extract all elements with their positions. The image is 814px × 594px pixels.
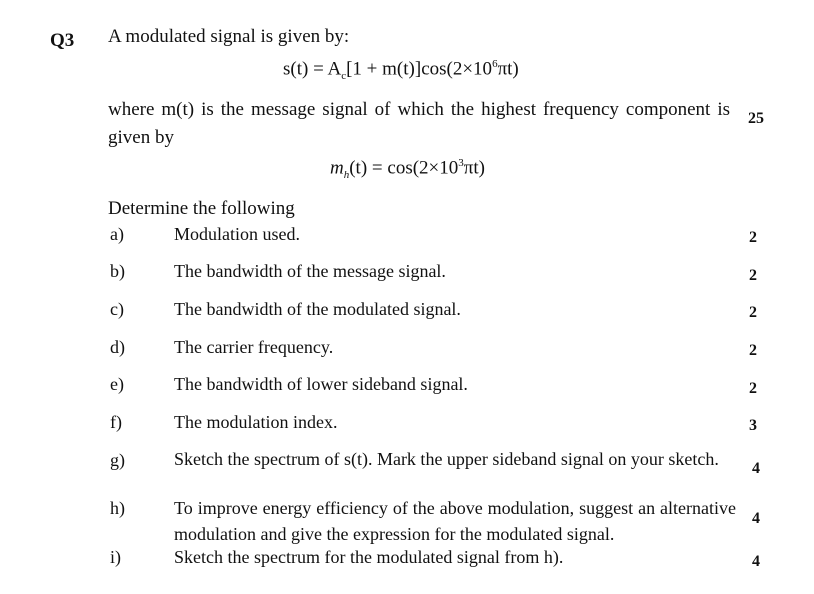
list-item-text: The bandwidth of the modulated signal. — [174, 299, 461, 319]
where-text: where m(t) is the message signal of which the highest frequency component is given by — [108, 99, 730, 148]
list-item-text: The bandwidth of lower sideband signal. — [174, 374, 468, 394]
list-item-label: a) — [110, 224, 124, 244]
list-item-label: c) — [110, 299, 124, 319]
equation2-lhs-t: (t) — [349, 157, 368, 179]
list-item-text: The carrier frequency. — [174, 337, 334, 357]
equation2-lhs-sub: h — [343, 169, 350, 182]
total-marks: 25 — [748, 110, 764, 127]
equation-rhs-b: [1 + m(t)]cos(2×10 — [346, 58, 493, 80]
list-item-text: Sketch the spectrum for the modulated signal from h). — [174, 547, 564, 567]
equation2-rhs-a: = cos(2×10 — [371, 157, 459, 179]
determine-text: Determine the following — [108, 198, 295, 219]
equation2-lhs-m: m — [330, 157, 344, 179]
equation-rhs-c: πt) — [497, 58, 519, 80]
equation-lhs: s(t) — [283, 58, 309, 80]
list-item-label: f) — [110, 412, 122, 432]
list-item-label: h) — [110, 498, 125, 518]
list-item-marks: 4 — [752, 510, 760, 527]
list-item-marks: 2 — [749, 304, 757, 321]
list-item-label: b) — [110, 261, 125, 281]
list-item-text: The modulation index. — [174, 412, 338, 432]
list-item-marks: 4 — [752, 460, 760, 477]
question-intro: A modulated signal is given by: — [108, 26, 350, 47]
list-item-marks: 2 — [749, 229, 757, 246]
list-item-text: To improve energy efficiency of the above modulation, suggest an alternative modulation and give the expression for the modulated signal. — [174, 498, 736, 544]
list-item-marks: 4 — [752, 553, 760, 570]
list-item-label: g) — [110, 450, 125, 470]
equation-message-signal — [330, 157, 485, 181]
list-item-marks: 2 — [749, 342, 757, 359]
list-item-marks: 2 — [749, 267, 757, 284]
list-item-text: Modulation used. — [174, 224, 300, 244]
equation-rhs-sub: c — [341, 70, 347, 83]
equation-modulated-signal — [283, 58, 519, 82]
list-item-label: e) — [110, 374, 124, 394]
equation-rhs-sup: 6 — [492, 58, 498, 70]
equation2-rhs-b: πt) — [463, 157, 485, 179]
equation2-rhs-sup: 3 — [458, 157, 464, 169]
list-item-marks: 3 — [749, 417, 757, 434]
list-item-label: i) — [110, 547, 121, 567]
list-item-text: The bandwidth of the message signal. — [174, 261, 446, 281]
question-number: Q3 — [50, 30, 75, 51]
list-item-text: Sketch the spectrum of s(t). Mark the upper sideband signal on your sketch. — [174, 449, 719, 469]
equation-rhs-a: = A — [313, 58, 342, 80]
list-item-label: d) — [110, 337, 125, 357]
list-item-marks: 2 — [749, 380, 757, 397]
